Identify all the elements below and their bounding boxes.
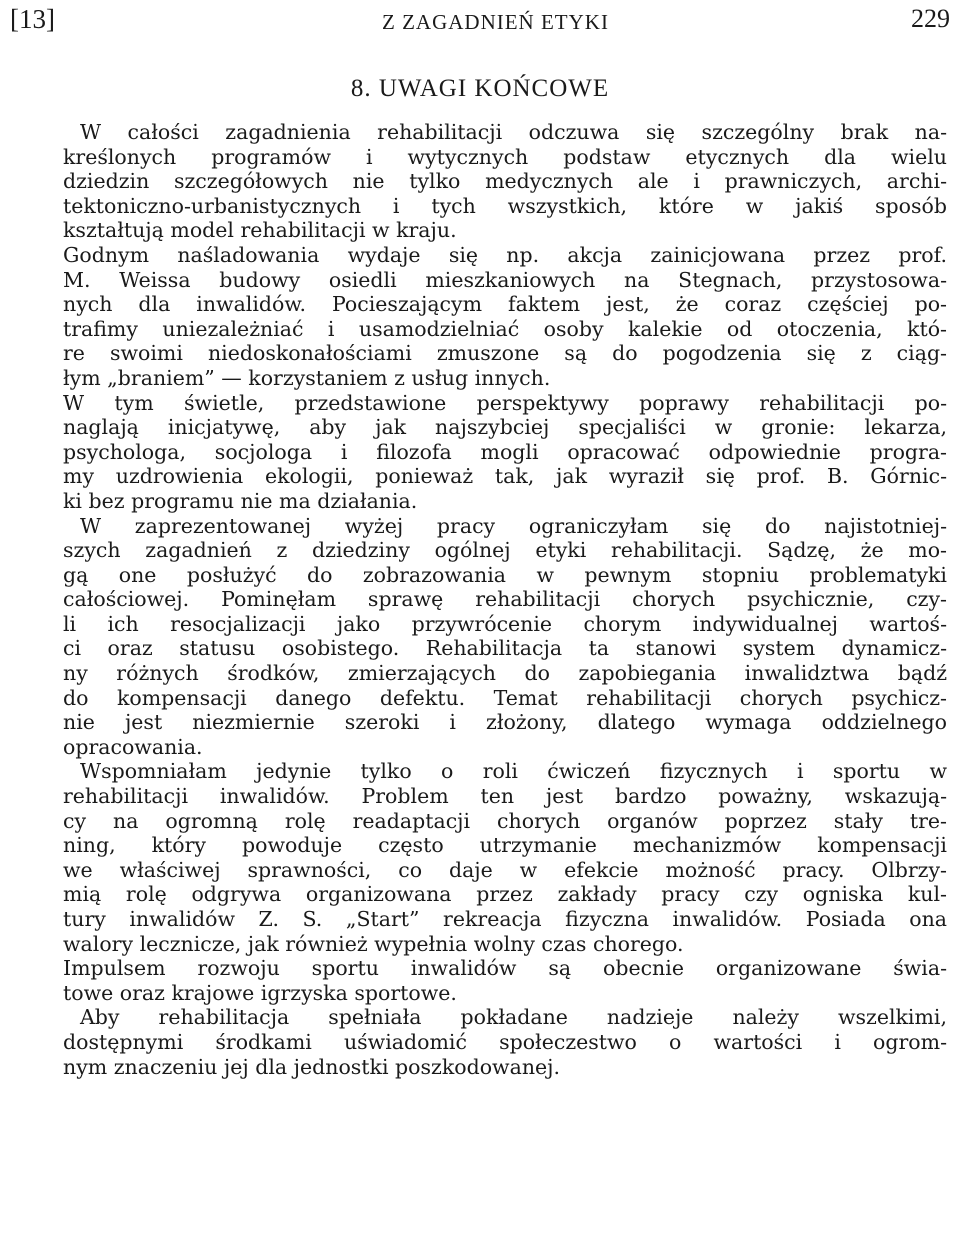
text-line: W całości zagadnienia rehabilitacji odczuwa się szczególny brak na- [80,120,947,144]
text-line: opracowania. [63,734,203,759]
page-section-number: [13] [10,4,55,34]
text-line: szych zagadnień z dziedziny ogólnej etyki rehabilitacji. Sądzę, że mo- [63,538,947,563]
body-text [0,120,960,1079]
text-line: cy na ogromną rolę readaptacji chorych organów poprzez stały tre- [63,808,947,833]
text-line: kształtują model rehabilitacji w kraju. [63,218,457,243]
text-line: dostępnymi środkami uświadomić społeczestwo o wartości i ogrom- [63,1029,947,1054]
text-line: rehabilitacji inwalidów. Problem ten jest bardzo poważny, wskazują- [63,784,947,809]
text-line: psychologa, socjologa i filozofa mogli opracować odpowiednie progra- [63,439,947,464]
text-line: towe oraz krajowe igrzyska sportowe. [63,980,457,1005]
text-line: ki bez programu nie ma działania. [63,488,418,513]
text-line: tury inwalidów Z. S. „Start” rekreacja fizyczna inwalidów. Posiada ona [63,907,947,931]
running-header: Z ZAGADNIEŃ ETYKI [382,10,609,34]
text-line: ny różnych środków, zmierzających do zapobiegania inwalidztwa bądź [63,661,947,686]
text-line: dziedzin szczegółowych nie tylko medycznych ale i prawniczych, archi- [63,169,947,194]
text-line: W zaprezentowanej wyżej pracy ograniczyłam się do najistotniej- [80,513,947,538]
text-line: Wspomniałam jedynie tylko o roli ćwiczeń fizycznych i sportu w [80,759,947,784]
text-line: W tym świetle, przedstawione perspektywy poprawy rehabilitacji po- [63,390,947,415]
text-line: Impulsem rozwoju sportu inwalidów są obecnie organizowane świa- [63,956,947,981]
text-line: nych dla inwalidów. Pocieszającym faktem jest, że coraz częściej po- [63,292,947,317]
text-line: Godnym naśladowania wydaje się np. akcja zainicjowana przez prof. [63,242,947,267]
text-line: re swoimi niedoskonałościami zmuszone są do pogodzenia się z ciąg- [63,341,947,366]
text-line: M. Weissa budowy osiedli mieszkaniowych na Stegnach, przystosowa- [63,267,947,292]
text-line: do kompensacji danego defektu. Temat rehabilitacji chorych psychicz- [63,685,947,710]
text-line: łym „braniem” — korzystaniem z usług innych. [63,365,551,390]
text-line: kreślonych programów i wytycznych podstaw etycznych dla wielu [63,144,947,169]
text-line: ci oraz statusu osobistego. Rehabilitacja ta stanowi system dynamicz- [63,636,947,661]
text-line: tektoniczno-urbanistycznych i tych wszystkich, które w jakiś sposób [63,193,947,218]
section-title: 8. UWAGI KOŃCOWE [350,75,610,102]
text-line: mią rolę odgrywa organizowana przez zakłady pracy czy ogniska kul- [63,882,947,907]
text-line: my uzdrowienia ekologii, ponieważ tak, jak wyraził się prof. B. Górnic- [63,464,947,489]
text-line: li ich resocjalizacji jako przywrócenie chorym indywidualnej wartoś- [63,611,947,636]
text-line: całościowej. Pominęłam sprawę rehabilitacji chorych psychicznie, czy- [63,587,947,612]
text-line: ning, który powoduje często utrzymanie mechanizmów kompensacji [63,833,947,858]
text-line: trafimy uniezależniać i usamodzielniać osoby kalekie od otoczenia, któ- [63,316,947,341]
text-line: Aby rehabilitacja spełniała pokładane nadzieje należy wszelkimi, [80,1005,947,1030]
text-line: nie jest niezmiernie szeroki i złożony, dlatego wymaga oddzielnego [63,710,947,735]
text-line: nym znaczeniu jej dla jednostki poszkodowanej. [63,1054,561,1079]
text-line: gą one posłużyć do zobrazowania w pewnym stopniu problematyki [63,562,947,587]
text-line: naglają inicjatywę, aby jak najszybciej specjaliści w gronie: lekarza, [63,415,947,440]
text-line: we właściwej sprawności, co daje w efekcie możność pracy. Olbrzy- [63,857,947,882]
text-line: walory lecznicze, jak również wypełnia wolny czas chorego. [63,931,684,956]
page-number: 229 [911,4,950,33]
